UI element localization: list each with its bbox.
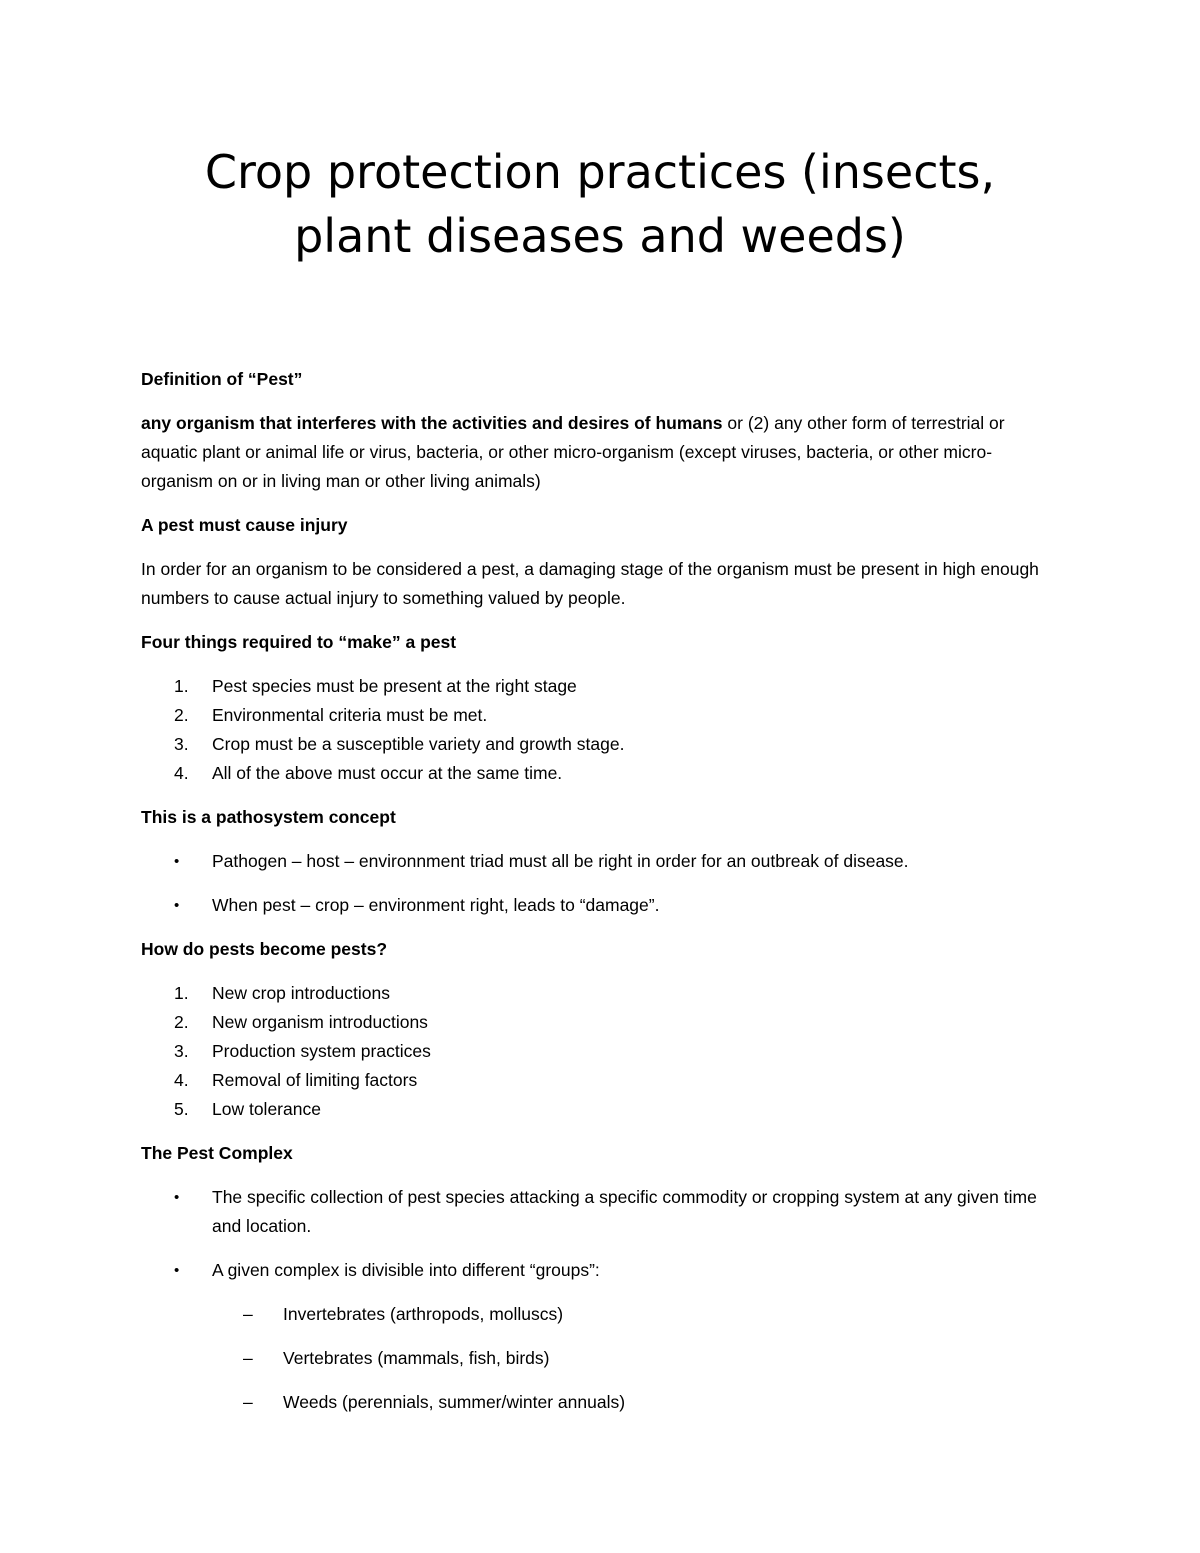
list-item-text: Removal of limiting factors bbox=[212, 1070, 418, 1090]
list-item bbox=[141, 1037, 1061, 1066]
dash-item-text: Weeds (perennials, summer/winter annuals) bbox=[283, 1392, 626, 1412]
document-body bbox=[141, 365, 1061, 1432]
list-number: 1. bbox=[174, 983, 189, 1003]
dash-icon: – bbox=[243, 1304, 253, 1324]
list-item-text: Production system practices bbox=[212, 1041, 431, 1061]
list-item bbox=[141, 1095, 1061, 1124]
dash-item bbox=[141, 1300, 1061, 1329]
list-item-text: New crop introductions bbox=[212, 983, 390, 1003]
definition-paragraph bbox=[141, 409, 1061, 496]
title-line-1: Crop protection practices (insects, bbox=[204, 145, 996, 199]
list-number: 3. bbox=[174, 734, 189, 754]
document-title bbox=[0, 140, 1200, 268]
bullet-text: The specific collection of pest species attacking a specific commodity or cropping system at any given time and location. bbox=[212, 1187, 1037, 1236]
bullet-text: Pathogen – host – environnment triad must all be right in order for an outbreak of disease. bbox=[212, 851, 909, 871]
dash-item bbox=[141, 1344, 1061, 1373]
complex-groups-list bbox=[141, 1300, 1061, 1417]
bullet-icon: • bbox=[174, 897, 180, 914]
list-item-text: New organism introductions bbox=[212, 1012, 428, 1032]
list-item-text: Environmental criteria must be met. bbox=[212, 705, 488, 725]
dash-icon: – bbox=[243, 1392, 253, 1412]
bullet-icon: • bbox=[174, 1189, 180, 1206]
become-list bbox=[141, 979, 1061, 1124]
list-item bbox=[141, 701, 1061, 730]
list-number: 3. bbox=[174, 1041, 189, 1061]
list-item bbox=[141, 672, 1061, 701]
list-number: 4. bbox=[174, 763, 189, 783]
dash-item bbox=[141, 1388, 1061, 1417]
become-heading: How do pests become pests? bbox=[141, 939, 388, 959]
list-item-text: Low tolerance bbox=[212, 1099, 321, 1119]
list-number: 5. bbox=[174, 1099, 189, 1119]
list-number: 1. bbox=[174, 676, 189, 696]
bullet-item bbox=[141, 847, 1061, 876]
bullet-text: A given complex is divisible into different “groups”: bbox=[212, 1260, 600, 1280]
pathosystem-bullets bbox=[141, 847, 1061, 920]
dash-item-text: Invertebrates (arthropods, molluscs) bbox=[283, 1304, 564, 1324]
injury-heading: A pest must cause injury bbox=[141, 515, 348, 535]
list-item bbox=[141, 979, 1061, 1008]
definition-rest-text: or (2) any other form of terrestrial or aquatic plant or animal life or virus, bacteria, or other micro-organism (except viruses, bacteria, or other micro- organism on or in living man or other living animals) bbox=[141, 413, 1005, 491]
injury-paragraph: In order for an organism to be considered a pest, a damaging stage of the organism must be present in high enough numbers to cause actual injury to something valued by people. bbox=[141, 559, 1039, 608]
list-number: 2. bbox=[174, 1012, 189, 1032]
four-things-list bbox=[141, 672, 1061, 788]
complex-heading: The Pest Complex bbox=[141, 1143, 293, 1163]
pathosystem-heading: This is a pathosystem concept bbox=[141, 807, 396, 827]
complex-bullets bbox=[141, 1183, 1061, 1285]
dash-icon: – bbox=[243, 1348, 253, 1368]
bullet-icon: • bbox=[174, 853, 180, 870]
title-line-2: plant diseases and weeds) bbox=[294, 209, 906, 263]
list-item bbox=[141, 759, 1061, 788]
definition-bold-text: any organism that interferes with the activities and desires of humans bbox=[141, 413, 723, 433]
bullet-item bbox=[141, 1183, 1061, 1241]
bullet-icon: • bbox=[174, 1262, 180, 1279]
list-item-text: All of the above must occur at the same time. bbox=[212, 763, 563, 783]
bullet-text: When pest – crop – environment right, leads to “damage”. bbox=[212, 895, 660, 915]
list-item-text: Pest species must be present at the right stage bbox=[212, 676, 577, 696]
list-number: 4. bbox=[174, 1070, 189, 1090]
bullet-item bbox=[141, 1256, 1061, 1285]
four-things-heading: Four things required to “make” a pest bbox=[141, 632, 457, 652]
list-item bbox=[141, 730, 1061, 759]
list-item-text: Crop must be a susceptible variety and growth stage. bbox=[212, 734, 625, 754]
bullet-item bbox=[141, 891, 1061, 920]
list-number: 2. bbox=[174, 705, 189, 725]
list-item bbox=[141, 1066, 1061, 1095]
dash-item-text: Vertebrates (mammals, fish, birds) bbox=[283, 1348, 550, 1368]
definition-heading: Definition of “Pest” bbox=[141, 369, 303, 389]
list-item bbox=[141, 1008, 1061, 1037]
